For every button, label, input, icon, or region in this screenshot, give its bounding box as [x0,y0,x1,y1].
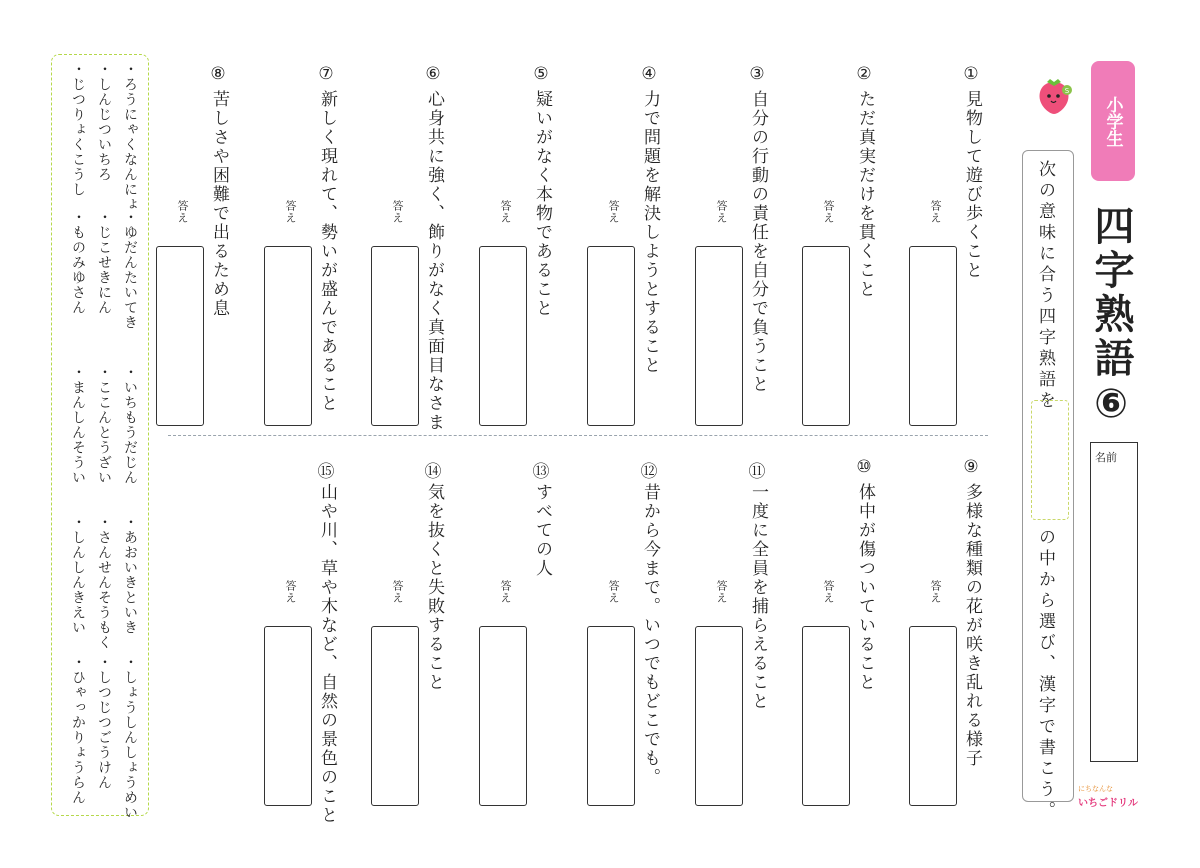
logo-text: いちごドリル [1078,798,1138,809]
question-number: ⑩ [856,457,872,477]
word-bank-item: ・ものみゆさん [70,210,86,315]
question-text: 自分の行動の責任を自分で負うこと [748,90,768,394]
question-text: ただ真実だけを貫くこと [855,90,875,299]
answer-box[interactable] [909,626,957,806]
question-number: ⑬ [532,462,550,482]
answer-box[interactable] [695,626,743,806]
answer-label: 答え [715,580,728,604]
answer-label: 答え [822,580,835,604]
question-number: ⑦ [318,64,334,84]
question-number: ④ [641,64,657,84]
instruction-text-1: 次の意味に合う四字熟語を [1035,160,1055,412]
answer-box[interactable] [264,626,312,806]
word-bank-item: ・しんしんきえい [70,515,86,635]
question-number: ② [856,64,872,84]
word-bank-item: ・まんしんそうい [70,365,86,485]
answer-box[interactable] [802,246,850,426]
word-bank-item: ・じこせきにん [96,210,112,315]
question-number: ⑤ [533,64,549,84]
answer-box[interactable] [695,246,743,426]
answer-box[interactable] [587,626,635,806]
question-number: ⑫ [640,462,658,482]
strawberry-icon [1034,76,1074,116]
answer-label: 答え [715,200,728,224]
answer-label: 答え [284,200,297,224]
section-divider [168,435,988,436]
word-bank-item: ・しつじつごうけん [96,655,112,790]
svg-text:S: S [1064,87,1070,95]
question-number: ⑧ [210,64,226,84]
word-bank-item: ・ここんとうざい [96,365,112,485]
answer-box[interactable] [479,246,527,426]
answer-box[interactable] [371,246,419,426]
answer-label: 答え [929,200,942,224]
question-text: 一度に全員を捕らえること [748,483,768,711]
question-text: 新しく現れて、勢いが盛んであること [317,90,337,413]
question-text: 気を抜くと失敗すること [424,483,444,692]
word-bank-item: ・じつりょくこうし [70,62,86,197]
question-text: 苦しさや困難で出るため息 [209,90,229,318]
question-text: 疑いがなく本物であること [532,90,552,318]
answer-label: 答え [391,580,404,604]
answer-label: 答え [822,200,835,224]
word-bank-item: ・しょうしんしょうめい [122,655,138,820]
question-number: ① [963,64,979,84]
question-text: 体中が傷ついていること [855,483,875,692]
question-text: 昔から今まで。いつでもどこでも。 [640,483,660,787]
answer-label: 答え [391,200,404,224]
question-number: ⑭ [424,462,442,482]
page-title: 四字熟語⑥ [1088,205,1134,431]
word-bank-item: ・ろうにゃくなんにょ [122,62,138,212]
question-number: ⑥ [425,64,441,84]
question-text: 山や川、草や木など、自然の景色のこと [317,483,337,825]
answer-label: 答え [176,200,189,224]
word-bank-item: ・さんせんそうもく [96,515,112,650]
word-bank-item: ・しんじついちろ [96,62,112,182]
instruction-text-2: の中から選び、漢字で書こう。 [1035,528,1055,822]
answer-box[interactable] [371,626,419,806]
answer-label: 答え [607,200,620,224]
logo-subtext: にちなんな [1078,785,1113,793]
answer-label: 答え [499,200,512,224]
word-bank-item: ・ゆだんたいてき [122,210,138,330]
question-number: ⑪ [748,462,766,482]
word-bank-item: ・ひゃっかりょうらん [70,655,86,805]
question-number: ⑨ [963,457,979,477]
question-number: ⑮ [317,462,335,482]
answer-label: 答え [499,580,512,604]
answer-box[interactable] [479,626,527,806]
brand-logo [1078,784,1138,809]
answer-label: 答え [284,580,297,604]
answer-label: 答え [607,580,620,604]
name-label: 名前 [1095,451,1117,464]
question-text: 力で問題を解決しようとすること [640,90,660,375]
word-bank-item: ・いちもうだじん [122,365,138,485]
grade-badge: 小学生 [1091,61,1135,181]
answer-label: 答え [929,580,942,604]
question-number: ③ [749,64,765,84]
name-field[interactable] [1090,442,1138,762]
answer-box[interactable] [156,246,204,426]
answer-box[interactable] [802,626,850,806]
word-bank-item: ・あおいきといき [122,515,138,635]
question-text: すべての人 [532,483,552,578]
instruction-blank-box [1031,400,1069,520]
answer-box[interactable] [587,246,635,426]
question-text: 多様な種類の花が咲き乱れる様子 [962,483,982,768]
question-text: 見物して遊び歩くこと [962,90,982,280]
answer-box[interactable] [909,246,957,426]
question-text: 心身共に強く、飾りがなく真面目なさま [424,90,444,432]
answer-box[interactable] [264,246,312,426]
